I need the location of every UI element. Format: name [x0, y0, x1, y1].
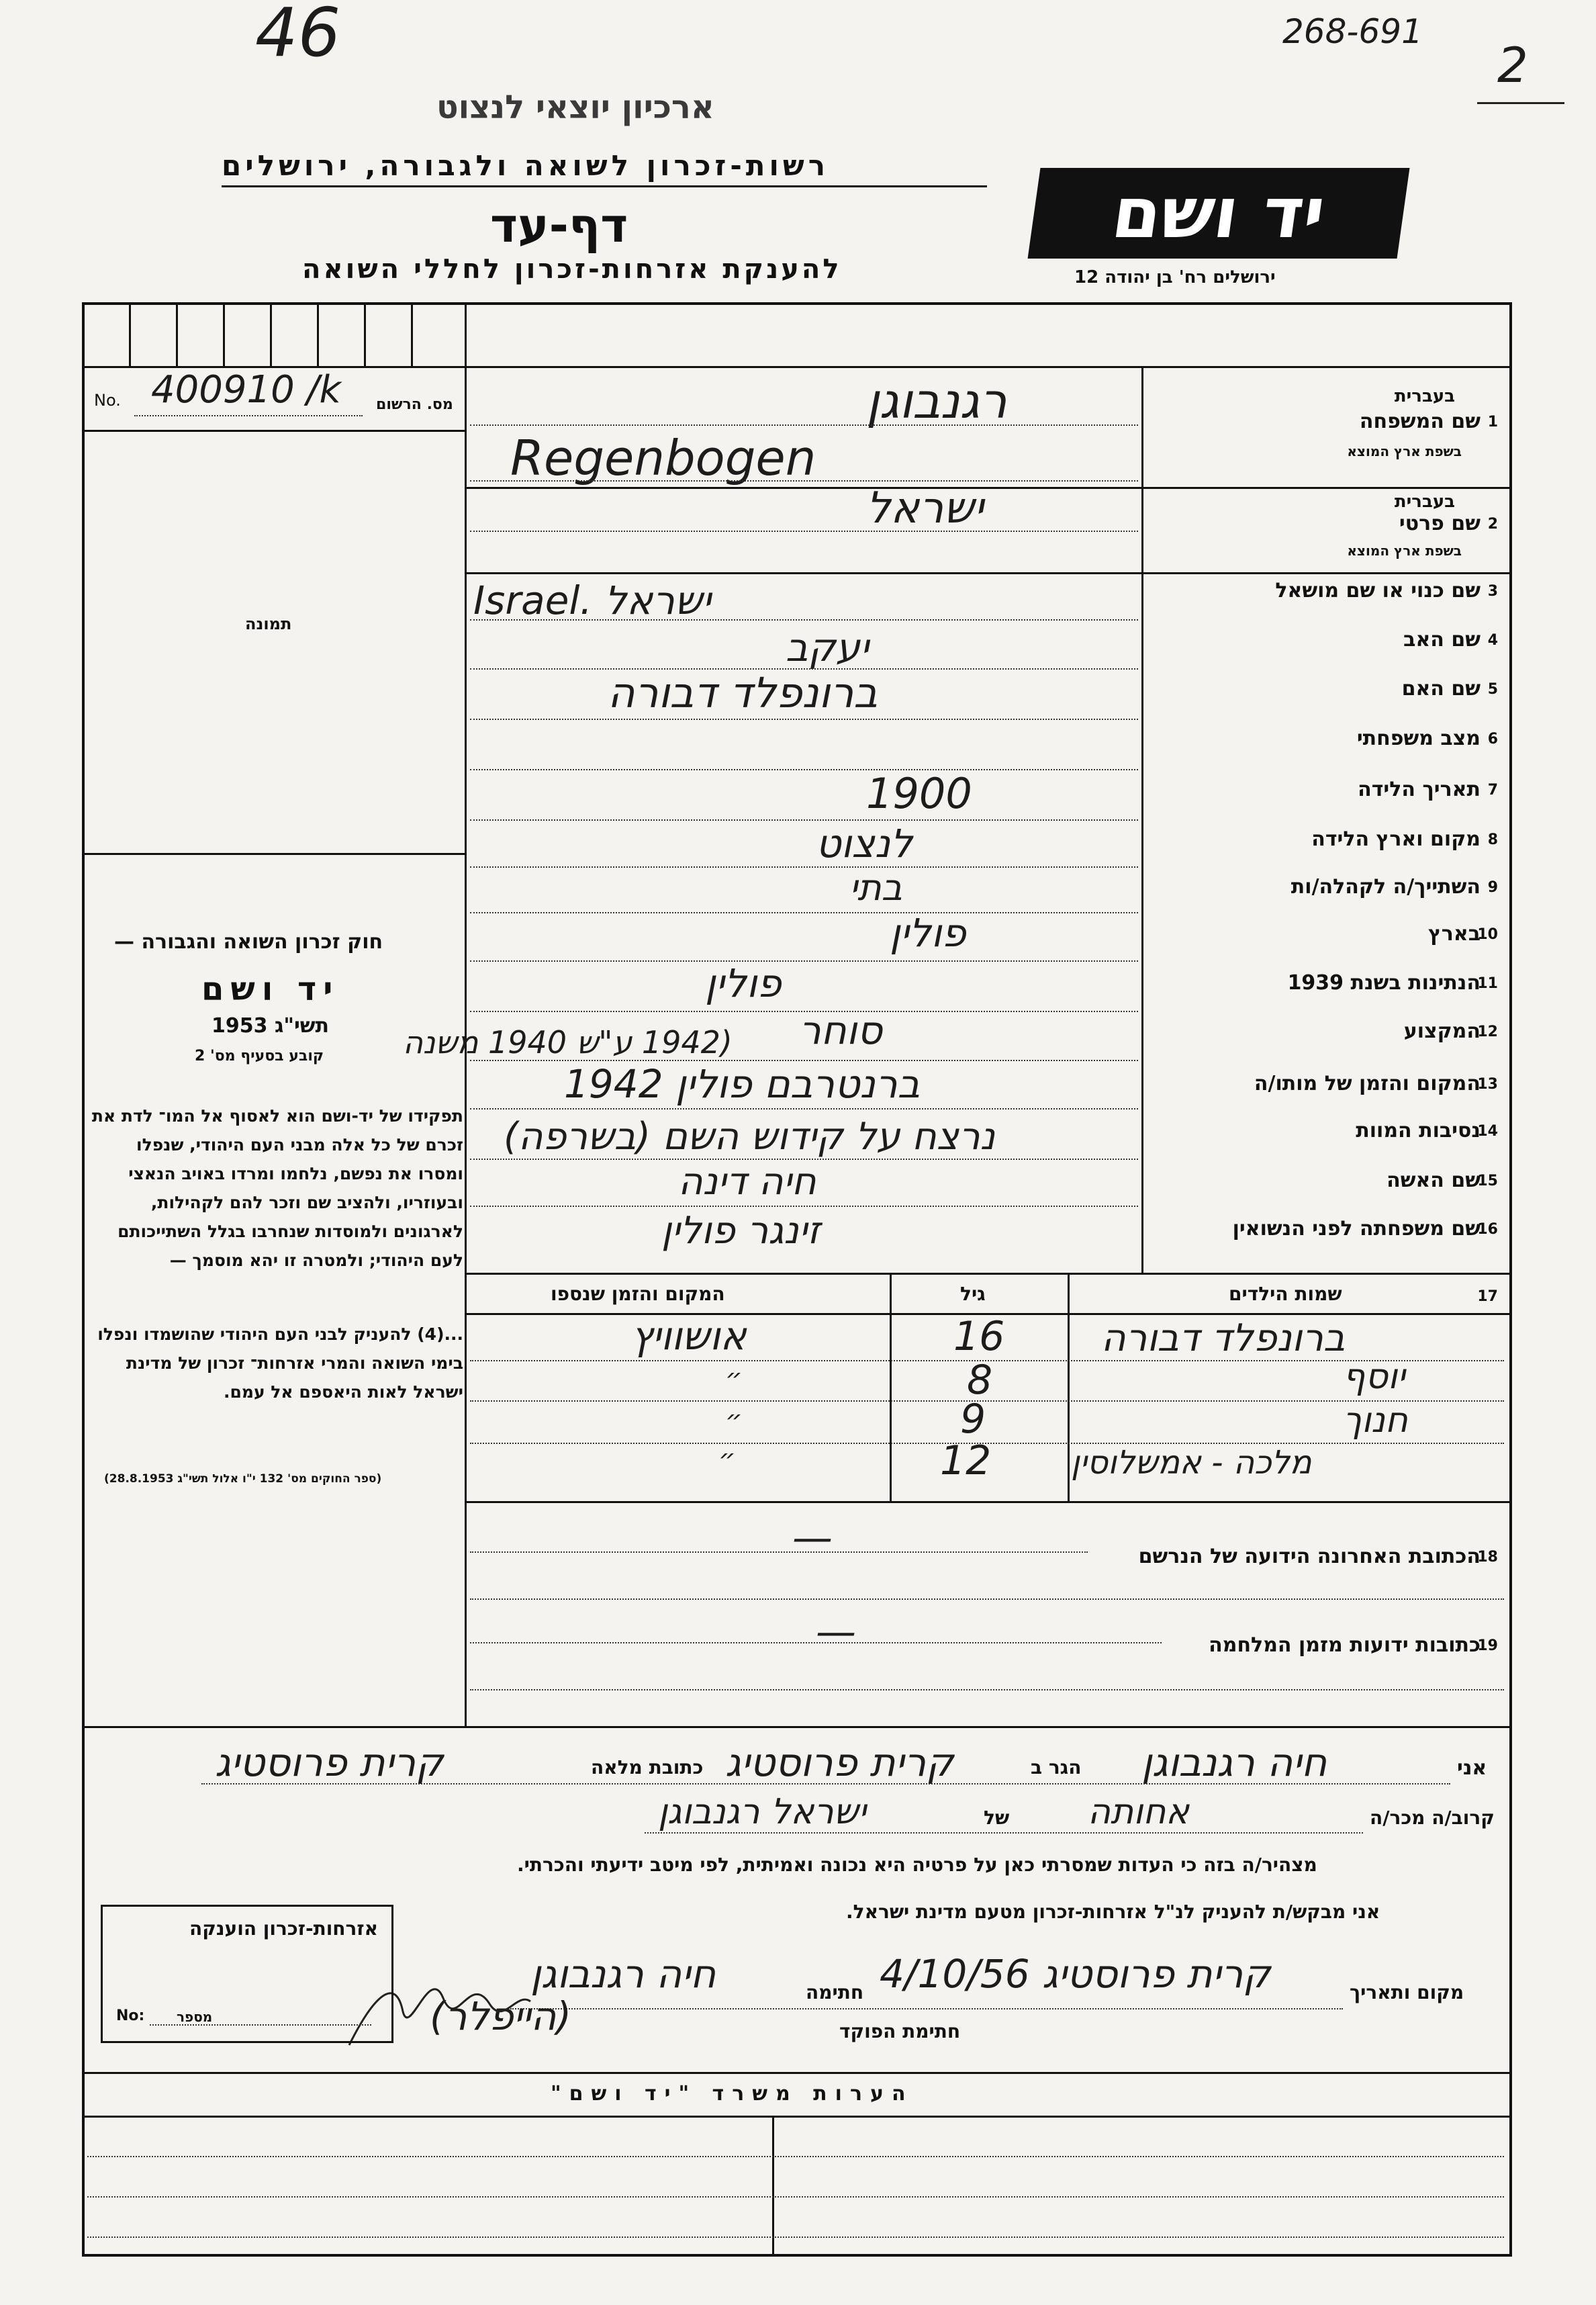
field-5-line	[470, 719, 1138, 720]
registration-value: 400910 /k	[151, 368, 341, 412]
field-15-num: 15	[1477, 1173, 1498, 1189]
field-6-line	[470, 769, 1138, 770]
field-16-value: זינגר פולין	[661, 1209, 820, 1253]
declaration-line	[201, 1783, 1450, 1784]
child-age: 9	[960, 1396, 986, 1443]
law-source: (ספר החוקים מס' 132 י"ו אלול תשי"ג 28.8.1953)	[104, 1472, 382, 1486]
child-name: ברונפלד דבורה	[1101, 1316, 1346, 1360]
photo-label: תמונה	[245, 615, 292, 633]
declaration-address-label: כתובת מלאה	[591, 1756, 704, 1778]
law-clause: קובע בסעיף מס' 2	[195, 1048, 324, 1065]
child-place: ״	[725, 1363, 743, 1394]
field-14-label: נסיבות המוות	[1356, 1119, 1481, 1142]
citizenship-box-no: No:	[116, 2007, 145, 2024]
field-1-sub-origin: בשפת ארץ המוצא	[1347, 443, 1462, 459]
law-title: חוק זכרון השואה והגבורה —	[114, 930, 383, 954]
signature-label: חתימה	[806, 1981, 864, 2003]
field-19-label: כתובות ידועות מזמן המלחמה	[1209, 1633, 1481, 1657]
authority-name: רשות-זכרון לשואה ולגבורה, ירושלים	[222, 149, 830, 182]
declaration-statement-1: מצהיר/ה בזה כי העדות שמסרתי כאן על פרטיה היא נכונה ואמיתית, לפי מיטב ידיעתי והכרתי.	[517, 1854, 1317, 1876]
field-13-value: ברנטרבם פולין 1942	[564, 1061, 921, 1107]
child-age: 16	[953, 1313, 1005, 1360]
field-11-label: הנתינות בשנת 1939	[1287, 971, 1481, 995]
section-divider	[82, 1726, 1512, 1728]
page-number-underline	[1477, 102, 1564, 104]
field-2-line	[470, 531, 1138, 532]
relative-label: קרוב/ה מכר/ה	[1370, 1807, 1495, 1829]
field-1-line	[470, 424, 1138, 426]
officer-label: חתימת הפוקד	[839, 2020, 961, 2042]
registration-no-label: No.	[94, 391, 121, 410]
row-divider	[465, 487, 1512, 489]
children-bottom	[465, 1501, 1512, 1503]
institution-address: ירושלים רח' בן יהודה 12	[1074, 267, 1276, 287]
field-2-sub-origin: בשפת ארץ המוצא	[1347, 543, 1462, 559]
top-strip-div	[270, 302, 272, 366]
row-divider	[465, 572, 1512, 574]
field-8-num: 8	[1487, 831, 1498, 848]
office-notes-header-bottom	[82, 2116, 1512, 2118]
field-19-line	[470, 1642, 1162, 1643]
children-col-div	[1068, 1273, 1070, 1501]
child-place: ״	[725, 1405, 743, 1436]
field-18-num: 18	[1477, 1549, 1498, 1566]
field-2-sub-hebrew: בעברית	[1394, 492, 1455, 512]
field-1-label: שם המשפחה	[1359, 410, 1481, 433]
archive-stamp: ארכיון יוצאי לנצוט	[436, 89, 714, 126]
declaration-ani: אני	[1457, 1756, 1487, 1780]
authority-underline	[222, 185, 987, 187]
citizenship-box-title: אזרחות-זכרון הוענקה	[189, 1917, 378, 1940]
field-10-line	[470, 960, 1138, 962]
field-2-value-hebrew: ישראל	[866, 484, 984, 533]
law-year: תשי"ג 1953	[212, 1014, 330, 1038]
declaration-resides-label: הגר ב	[1031, 1756, 1082, 1778]
top-strip-div	[364, 302, 366, 366]
top-strip-div	[129, 302, 131, 366]
declaration-statement-2: אני מבקש/ת להעניק לנ"ל אזרחות-זכרון מטעם מדינת ישראל.	[846, 1901, 1380, 1923]
place-date-value: קרית פרוסטיג 4/10/56	[880, 1951, 1271, 1997]
field-19-line-2	[470, 1689, 1504, 1690]
field-10-label: בארץ	[1427, 922, 1481, 946]
field-15-label: שם האשה	[1387, 1169, 1481, 1192]
field-18-value: —	[792, 1515, 833, 1562]
field-13-num: 13	[1477, 1076, 1498, 1093]
place-date-label: מקום ותאריך	[1350, 1981, 1464, 2003]
field-2-num: 2	[1487, 516, 1498, 533]
child-place: אושוויץ	[631, 1313, 747, 1359]
registration-line	[134, 415, 363, 416]
field-10-num: 10	[1477, 926, 1498, 943]
field-5-value: ברונפלד דבורה	[608, 668, 878, 717]
field-3-line	[470, 619, 1138, 621]
top-strip-div	[317, 302, 319, 366]
relative-value: אחותה	[1088, 1792, 1190, 1832]
field-1-num: 1	[1487, 414, 1498, 431]
field-12-num: 12	[1477, 1024, 1498, 1040]
field-13-note: (1942 ע"ש 1940 משנה	[403, 1024, 733, 1060]
field-12-value: סוחר	[799, 1007, 883, 1053]
field-3-num: 3	[1487, 583, 1498, 600]
field-13-label: המקום והזמן של מותו/ה	[1254, 1072, 1481, 1095]
field-3-value: Israel. ישראל	[473, 578, 711, 623]
child-name: חנוך	[1343, 1400, 1408, 1441]
field-7-value: 1900	[866, 769, 972, 818]
yad-vashem-logo: יד ושם	[1028, 168, 1410, 259]
field-12-label: המקצוע	[1403, 1020, 1481, 1043]
office-notes-divider	[772, 2116, 774, 2257]
field-4-value: יעקב	[786, 625, 869, 670]
field-8-value: לנצוט	[816, 821, 913, 866]
office-notes-line	[87, 2196, 1504, 2198]
field-13-line	[470, 1108, 1138, 1110]
of-label: של	[984, 1807, 1010, 1829]
field-3-label: שם כנוי או שם מושאל	[1275, 579, 1481, 602]
field-1-line-2	[470, 480, 1138, 482]
field-15-line	[470, 1206, 1138, 1207]
field-6-label: מצב משפחתי	[1356, 727, 1481, 750]
field-9-label: השתייך/ה לקהלה/ות	[1290, 875, 1481, 899]
field-14-num: 14	[1477, 1123, 1498, 1140]
field-11-num: 11	[1477, 975, 1498, 992]
field-19-num: 19	[1477, 1637, 1498, 1654]
field-2-label: שם פרטי	[1399, 512, 1481, 535]
field-8-line	[470, 866, 1138, 868]
field-18-line-2	[470, 1598, 1504, 1600]
field-5-label: שם האם	[1401, 677, 1481, 700]
citizenship-box	[101, 1905, 393, 2043]
file-number: 268-691	[1282, 12, 1423, 51]
office-notes-top	[82, 2072, 1512, 2074]
top-strip-div	[176, 302, 178, 366]
child-age: 8	[967, 1357, 993, 1404]
law-paragraph-1: תפקידו של יד-ושם הוא לאסוף אל המו־ לדת את זכרם של כל אלה מבני העם היהודי, שנפלו ומסרו את נפשם, נלחמו ומרדו באויב הנאצי ובעוזריו, ולהציב שם וזכר להם לקהילות, לארגונים ולמוסדות שנחרבו בגלל השתייכותם לעם היהודי; ולמטרה זו יהא מוסמך —	[91, 1106, 463, 1270]
field-19-value: —	[816, 1609, 856, 1656]
field-14-value: נרצח על קידוש השם (בשרפה)	[504, 1115, 996, 1159]
corner-number: 46	[255, 0, 341, 72]
children-num: 17	[1477, 1288, 1498, 1305]
citizenship-box-line	[150, 2024, 371, 2026]
children-header-place: המקום והזמן שנספו	[551, 1283, 725, 1305]
field-7-num: 7	[1487, 782, 1498, 799]
field-1-value-origin: Regenbogen	[510, 430, 816, 486]
law-name: יד ושם	[201, 970, 340, 1008]
field-16-label: שם משפחתה לפני הנשואין	[1232, 1217, 1481, 1240]
row-divider	[465, 1273, 1512, 1275]
child-name: מלכה - אמשלוסין	[1071, 1444, 1312, 1482]
photo-bottom	[82, 853, 465, 855]
registration-bottom	[82, 430, 465, 432]
declaration-resides-value: קרית פרוסטיג	[725, 1739, 954, 1785]
field-9-line	[470, 912, 1138, 913]
field-8-label: מקום וארץ הלידה	[1311, 827, 1481, 851]
field-4-label: שם האב	[1403, 628, 1481, 651]
field-4-num: 4	[1487, 632, 1498, 649]
child-age: 12	[940, 1437, 992, 1484]
children-header-names: שמות הילדים	[1229, 1283, 1342, 1305]
field-9-value: בתי	[849, 866, 902, 909]
law-paragraph-2: ...(4) להעניק לבני העם היהודי שהושמדו ונפלו בימי השואה והמרי אזרחות־ זכרון של מדינת ישראל לאות היאספם אל עמם.	[97, 1324, 463, 1402]
signature-line	[510, 2008, 1343, 2009]
field-18-label: הכתובת האחרונה הידועה של הנרשם	[1138, 1545, 1481, 1568]
office-notes-line	[87, 2236, 1504, 2238]
field-10-value: פולין	[890, 910, 966, 956]
field-18-line	[470, 1551, 1088, 1553]
children-col-div	[890, 1273, 892, 1501]
field-7-line	[470, 819, 1138, 821]
citizenship-box-number-label: מספר	[177, 2009, 213, 2025]
left-column-divider	[465, 302, 467, 1726]
child-place: ״	[718, 1444, 736, 1475]
declaration-name-value: חיה רגנבוגן	[1141, 1739, 1327, 1785]
top-strip-div	[411, 302, 413, 366]
field-16-num: 16	[1477, 1221, 1498, 1238]
declaration-address-value: קרית פרוסטיג	[215, 1739, 444, 1785]
form-title: דף-עד	[490, 198, 628, 253]
of-value: ישראל רגנבוגן	[658, 1792, 867, 1832]
field-1-sub-hebrew: בעברית	[1394, 386, 1455, 406]
officer-value: (הייפלר)	[430, 1993, 572, 2039]
page-number: 2	[1497, 37, 1528, 93]
field-15-value: חיה דינה	[678, 1160, 816, 1204]
field-6-num: 6	[1487, 731, 1498, 748]
field-7-label: תאריך הלידה	[1358, 778, 1481, 801]
office-notes-line	[87, 2156, 1504, 2157]
child-name: יוסף	[1343, 1357, 1405, 1397]
field-5-num: 5	[1487, 681, 1498, 698]
form-subtitle: להענקת אזרחות-זכרון לחללי השואה	[302, 254, 842, 285]
label-column-divider	[1141, 366, 1143, 1273]
office-notes-title: הערות משרד "יד ושם"	[551, 2082, 914, 2106]
field-1-value-hebrew: רגנבוגן	[866, 373, 1007, 429]
field-11-value: פולין	[705, 960, 782, 1006]
top-strip-div	[223, 302, 225, 366]
relative-line	[645, 1832, 1363, 1834]
field-9-num: 9	[1487, 879, 1498, 896]
signature-value: חיה רגנבוגן	[530, 1951, 716, 1997]
children-header-age: גיל	[960, 1283, 986, 1305]
registration-label: מס. הרשום	[376, 396, 453, 413]
